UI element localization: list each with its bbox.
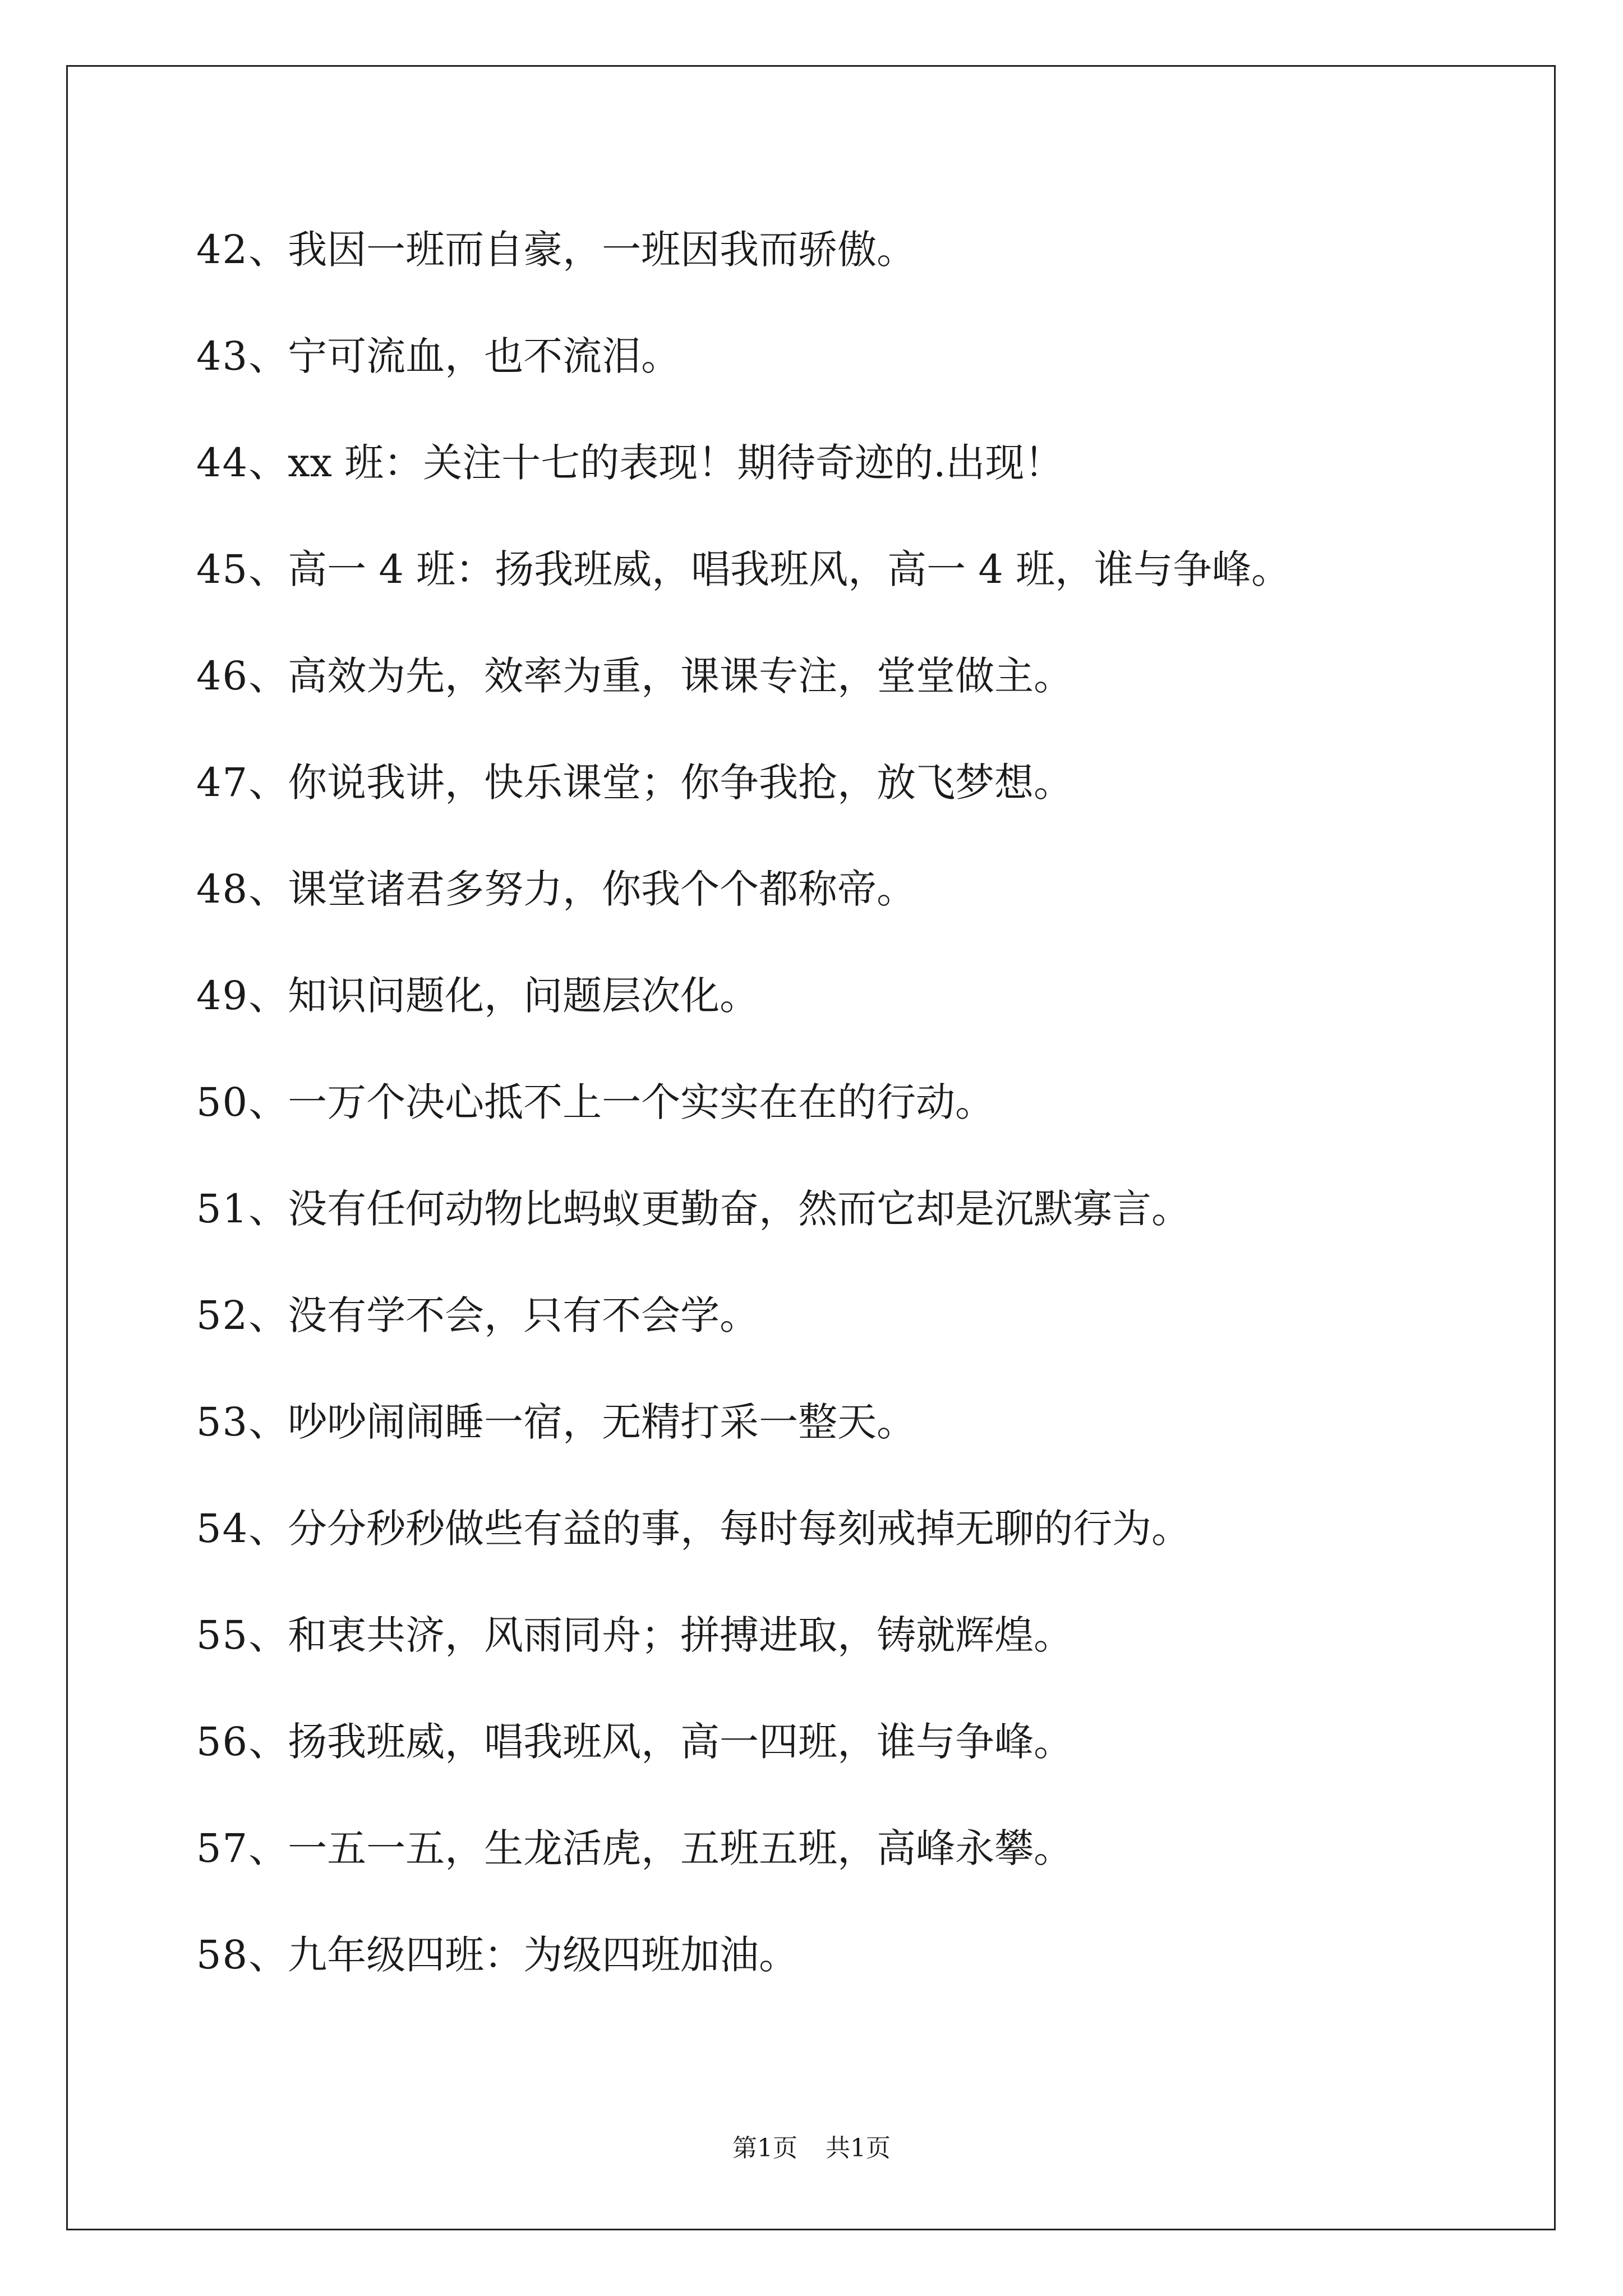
item-separator: 、 bbox=[248, 1292, 288, 1338]
item-number: 46 bbox=[196, 653, 249, 699]
item-number: 53 bbox=[196, 1399, 249, 1445]
list-item bbox=[196, 1077, 1486, 1184]
page-number-total: 共1页 bbox=[826, 2134, 891, 2162]
item-number: 43 bbox=[196, 333, 249, 379]
item-text: 吵吵闹闹睡一宿，无精打采一整天。 bbox=[288, 1399, 916, 1445]
item-number: 47 bbox=[196, 760, 249, 806]
item-number: 51 bbox=[196, 1186, 249, 1232]
item-text: 扬我班威，唱我班风，高一四班，谁与争峰。 bbox=[288, 1719, 1073, 1765]
item-separator: 、 bbox=[248, 653, 288, 699]
item-separator: 、 bbox=[248, 1186, 288, 1232]
item-separator: 、 bbox=[248, 1079, 288, 1125]
list-item bbox=[196, 438, 1486, 544]
item-number: 57 bbox=[196, 1825, 249, 1871]
list-item bbox=[196, 1184, 1486, 1290]
item-number: 58 bbox=[196, 1932, 249, 1978]
list-item bbox=[196, 864, 1486, 970]
item-number: 48 bbox=[196, 866, 249, 912]
list-item bbox=[196, 544, 1486, 651]
list-item bbox=[196, 1503, 1486, 1610]
list-item bbox=[196, 970, 1486, 1077]
list-item bbox=[196, 757, 1486, 864]
item-separator: 、 bbox=[248, 1612, 288, 1658]
list-item bbox=[196, 1717, 1486, 1823]
item-text: 一五一五，生龙活虎，五班五班，高峰永攀。 bbox=[288, 1825, 1073, 1871]
item-text: 高效为先，效率为重，课课专注，堂堂做主。 bbox=[288, 653, 1073, 699]
list-item bbox=[196, 1930, 1486, 2036]
item-number: 45 bbox=[196, 546, 249, 592]
list-item bbox=[196, 651, 1486, 757]
item-text: 九年级四班：为级四班加油。 bbox=[288, 1932, 799, 1978]
item-number: 55 bbox=[196, 1612, 249, 1658]
item-text: 宁可流血，也不流泪。 bbox=[288, 333, 681, 379]
item-number: 54 bbox=[196, 1506, 249, 1552]
item-separator: 、 bbox=[248, 333, 288, 379]
list-item bbox=[196, 224, 1486, 331]
item-text: 一万个决心抵不上一个实实在在的行动。 bbox=[288, 1079, 995, 1125]
item-text: 没有任何动物比蚂蚁更勤奋，然而它却是沉默寡言。 bbox=[288, 1186, 1191, 1232]
document-body bbox=[196, 224, 1486, 2036]
item-separator: 、 bbox=[248, 760, 288, 806]
item-number: 49 bbox=[196, 973, 249, 1019]
list-item bbox=[196, 1397, 1486, 1503]
item-text: 我因一班而自豪，一班因我而骄傲。 bbox=[288, 227, 916, 273]
item-separator: 、 bbox=[248, 1506, 288, 1552]
item-separator: 、 bbox=[248, 866, 288, 912]
item-separator: 、 bbox=[248, 1719, 288, 1765]
item-text: 分分秒秒做些有益的事，每时每刻戒掉无聊的行为。 bbox=[288, 1506, 1191, 1552]
item-text: xx 班：关注十七的表现！期待奇迹的.出现！ bbox=[288, 440, 1064, 486]
list-item bbox=[196, 1290, 1486, 1397]
item-text: 知识问题化，问题层次化。 bbox=[288, 973, 759, 1019]
item-number: 44 bbox=[196, 440, 249, 486]
item-text: 和衷共济，风雨同舟；拼搏进取，铸就辉煌。 bbox=[288, 1612, 1073, 1658]
list-item bbox=[196, 1823, 1486, 1930]
page-number-current: 第1页 bbox=[732, 2134, 797, 2162]
item-number: 52 bbox=[196, 1292, 249, 1338]
item-separator: 、 bbox=[248, 227, 288, 273]
item-number: 56 bbox=[196, 1719, 249, 1765]
item-number: 50 bbox=[196, 1079, 249, 1125]
item-text: 你说我讲，快乐课堂；你争我抢，放飞梦想。 bbox=[288, 760, 1073, 806]
item-separator: 、 bbox=[248, 1825, 288, 1871]
item-separator: 、 bbox=[248, 440, 288, 486]
item-separator: 、 bbox=[248, 1932, 288, 1978]
item-separator: 、 bbox=[248, 546, 288, 592]
item-separator: 、 bbox=[248, 973, 288, 1019]
page-footer bbox=[0, 2132, 1623, 2165]
item-text: 没有学不会，只有不会学。 bbox=[288, 1292, 759, 1338]
list-item bbox=[196, 331, 1486, 438]
list-item bbox=[196, 1610, 1486, 1717]
item-number: 42 bbox=[196, 227, 249, 273]
item-text: 高一 4 班：扬我班威，唱我班风，高一 4 班，谁与争峰。 bbox=[288, 546, 1291, 592]
item-separator: 、 bbox=[248, 1399, 288, 1445]
item-text: 课堂诸君多努力，你我个个都称帝。 bbox=[288, 866, 916, 912]
